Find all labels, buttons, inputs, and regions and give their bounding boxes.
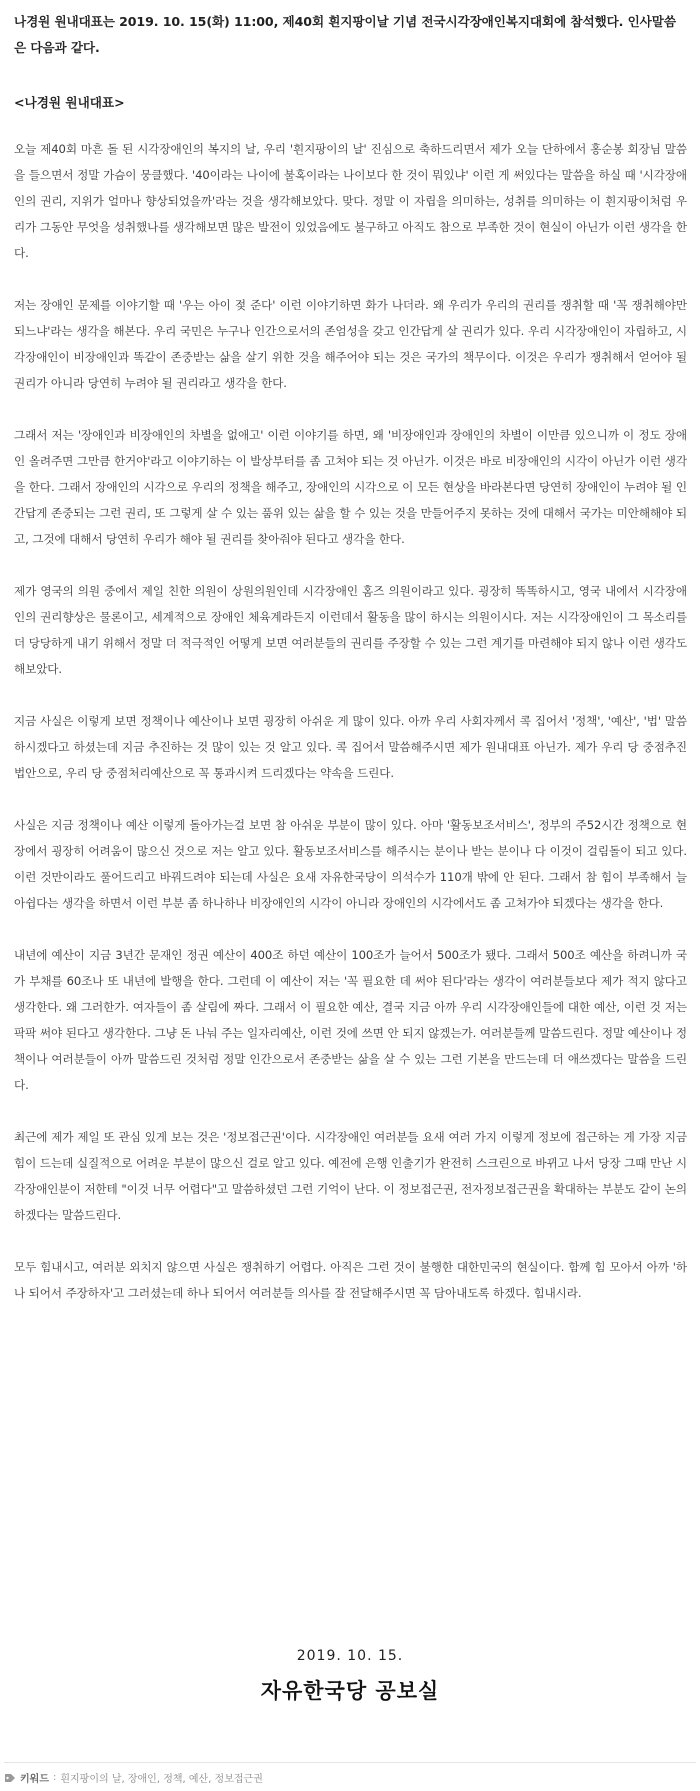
speech-paragraph: 최근에 제가 제일 또 관심 있게 보는 것은 '정보접근권'이다. 시각장애인 여러분들 요새 여러 가지 이렇게 정보에 접근하는 게 가장 지금 힘이 드는데 실질적으로 어려운 부분이 많으신 걸로 알고 있다. 예전에 은행 인출기가 완전히 스크린으로 바뀌고 나서 당장 그때 만난 시각장애인분이 저한테 "이것 너무 어렵다"고 말씀하셨던 그런 기억이 난다. 이 정보접근권, 전자정보접근권을 확대하는 부분도 같이 논의하겠다는 말씀드린다. bbox=[14, 1130, 687, 1222]
speech-paragraph: 내년에 예산이 지금 3년간 문재인 정권 예산이 400조 하던 예산이 100조가 늘어서 500조가 됐다. 그래서 500조 예산을 하려니까 국가 부채를 60조나 또 내년에 발행을 한다. 그런데 이 예산이 저는 '꼭 필요한 데 써야 된다'라는 생각이 여러분들보다 제가 적지 않다고 생각한다. 왜 그러한가. 여자들이 좀 살림에 짜다. 그래서 이 필요한 예산, 결국 지금 아까 우리 시각장애인들에 대한 예산, 이런 것 저는 팍팍 써야 된다고 생각한다. 그냥 돈 나눠 주는 일자리예산, 이런 것에 쓰면 안 되지 않겠는가. 여러분들께 말씀드린다. 정말 예산이나 정책이나 여러분들이 아까 말씀드린 것처럼 정말 인간으로서 존중받는 삶을 살 수 있는 그런 기본을 만드는데 더 애쓰겠다는 말씀을 드린다. bbox=[14, 948, 687, 1092]
intro-text: 나경원 원내대표는 2019. 10. 15(화) 11:00, 제40회 흰지팡이날 기념 전국시각장애인복지대회에 참석했다. 인사말씀은 다음과 같다. bbox=[14, 14, 676, 55]
issuing-office: 자유한국당 공보실 bbox=[260, 1679, 440, 1703]
speech-paragraph: 모두 힘내시고, 여러분 외치지 않으면 사실은 쟁취하기 어렵다. 아직은 그런 것이 불행한 대한민국의 현실이다. 함께 힘 모아서 아까 '하나 되어서 주장하자'고 그러셨는데 하나 되어서 여러분들 의사를 잘 전달해주시면 꼭 담아내도록 하겠다. 힘내시라. bbox=[14, 1260, 687, 1300]
keywords-separator: : bbox=[52, 1772, 57, 1783]
speech-body bbox=[14, 136, 687, 1332]
keywords-list: 흰지팡이의 날, 장애인, 정책, 예산, 정보접근권 bbox=[60, 1774, 263, 1785]
speech-paragraph: 사실은 지금 정책이나 예산 이렇게 돌아가는걸 보면 참 아쉬운 부분이 많이 있다. 아마 '활동보조서비스', 정부의 주52시간 정책으로 현장에서 굉장히 어려움이 많으신 것으로 저는 알고 있다. 활동보조서비스를 해주시는 분이나 받는 분이나 다 이것이 걸림돌이 되고 있다. 이런 것만이라도 풀어드리고 바꿔드려야 되는데 사실은 요새 자유한국당이 의석수가 110개 밖에 안 된다. 그래서 참 힘이 부족해서 늘 아쉽다는 생각을 하면서 이런 부분 좀 하나하나 비장애인의 시각이 아니라 장애인의 시각에서도 좀 고쳐가야 되겠다는 생각을 한다. bbox=[14, 818, 687, 910]
speech-paragraph: 그래서 저는 '장애인과 비장애인의 차별을 없애고' 이런 이야기를 하면, 왜 '비장애인과 장애인의 차별이 이만큼 있으니까 이 정도 장애인 올려주면 그만큼 한거야'라고 이야기하는 이 발상부터를 좀 고쳐야 되는 것 아닌가. 이것은 바로 비장애인의 시각이 아닌가 이런 생각을 한다. 그래서 장애인의 시각으로 우리의 정책을 해주고, 장애인의 시각으로 이 모든 현상을 바라본다면 당연히 장애인이 누려야 될 인간답게 존중되는 그런 권리, 또 그렇게 살 수 있는 품위 있는 삶을 할 수 있는 것을 만들어주지 못하는 것에 대해서 국가는 미안해해야 되고, 그것에 대해서 당연히 우리가 해야 될 권리를 찾아줘야 된다고 생각을 한다. bbox=[14, 428, 687, 546]
speaker-label: <나경원 원내대표> bbox=[14, 95, 125, 110]
speech-paragraph: 오늘 제40회 마흔 돌 된 시각장애인의 복지의 날, 우리 '흰지팡이의 날' 진심으로 축하드리면서 제가 오늘 단하에서 홍순봉 회장님 말씀을 들으면서 정말 가슴이 뭉클했다. '40이라는 나이에 불혹이라는 나이보다 한 것이 뭐있냐' 이런 게 써있다는 말씀을 하실 때 '시각장애인의 권리, 지위가 얼마나 향상되었을까'라는 것을 생각해보았다. 맞다. 정말 이 자립을 의미하는, 성취를 의미하는 이 흰지팡이처럼 우리가 그동안 무엇을 성취했나를 생각해보면 많은 발전이 있었음에도 불구하고 아직도 참으로 부족한 것이 현실이 아닌가 이런 생각을 한다. bbox=[14, 142, 687, 260]
tag-icon bbox=[4, 1773, 16, 1783]
speech-paragraph: 저는 장애인 문제를 이야기할 때 '우는 아이 젖 준다' 이런 이야기하면 화가 나더라. 왜 우리가 우리의 권리를 쟁취할 때 '꼭 쟁취해야만 되느냐'라는 생각을 해본다. 우리 국민은 누구나 인간으로서의 존엄성을 갖고 인간답게 살 권리가 있다. 우리 시각장애인이 자립하고, 시각장애인이 비장애인과 똑같이 존중받는 삶을 살기 위한 것을 해주어야 되는 것은 국가의 책무이다. 이것은 우리가 쟁취해서 얻어야 될 권리가 아니라 당연히 누려야 될 권리라고 생각을 한다. bbox=[14, 298, 687, 390]
speech-paragraph: 제가 영국의 의원 중에서 제일 친한 의원이 상원의원인데 시각장애인 홈즈 의원이라고 있다. 굉장히 똑똑하시고, 영국 내에서 시각장애인의 권리향상은 물론이고, 세계적으로 장애인 체육계라든지 이런데서 활동을 많이 하시는 의원이시다. 저는 시각장애인이 그 목소리를 더 당당하게 내기 위해서 정말 더 적극적인 어떻게 보면 여러분들의 권리를 주장할 수 있는 그런 계기를 마련해야 되지 않나 이런 생각도 해보았다. bbox=[14, 584, 687, 676]
keywords-footer bbox=[4, 1762, 696, 1786]
keywords-label: 키워드 bbox=[20, 1774, 49, 1785]
speech-paragraph: 지금 사실은 이렇게 보면 정책이나 예산이나 보면 굉장히 아쉬운 게 많이 있다. 아까 우리 사회자께서 콕 집어서 '정책', '예산', '법' 말씀하시겠다고 하셨는데 지금 추진하는 것 많이 있는 것 알고 있다. 콕 집어서 말씀해주시면 제가 원내대표 아닌가. 제가 우리 당 중점추진법안으로, 우리 당 중점처리예산으로 꼭 통과시켜 드리겠다는 약속을 드린다. bbox=[14, 714, 687, 780]
release-date: 2019. 10. 15. bbox=[296, 1648, 404, 1664]
